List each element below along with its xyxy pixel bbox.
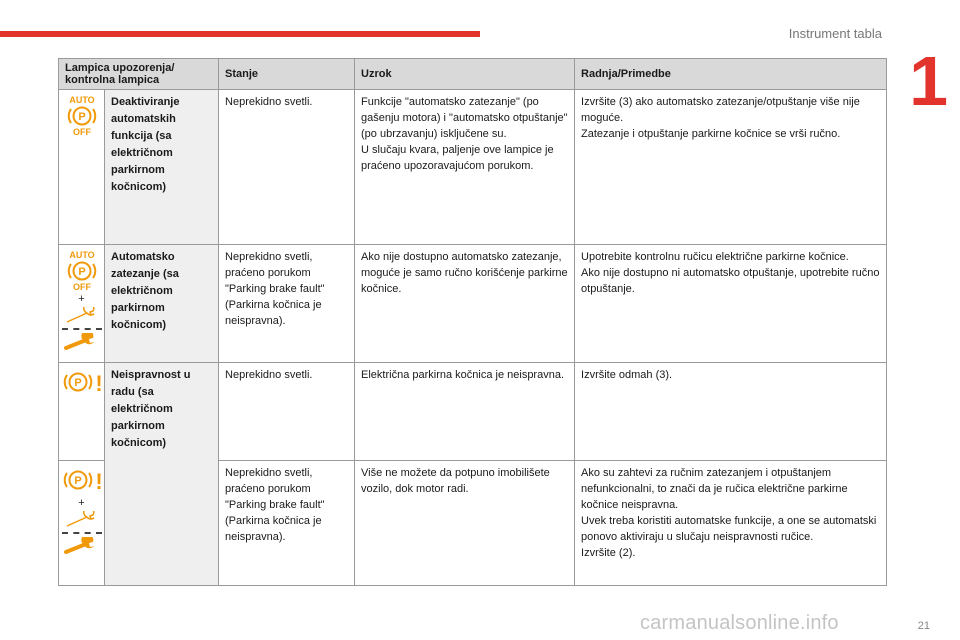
column-header-cause: Uzrok	[355, 59, 575, 90]
state-text: Neprekidno svetli.	[219, 90, 355, 245]
icon-cell	[59, 245, 105, 363]
park-brake-fault-icon	[60, 465, 104, 495]
action-text: Ako su zahtevi za ručnim zatezanjem i otpuštanjem nefunkcionalni, to znači da je ručica električne parkirne kočnice neispravna. Uvek treba koristiti automatske funkcije, a one se automatski ponovo aktiviraju u slučaju neispravnosti ručice. Izvršite (2).	[575, 461, 887, 586]
cause-text: Ako nije dostupno automatsko zatezanje, moguće je samo ručno korišćenje parkirne kočnice.	[355, 245, 575, 363]
watermark: carmanualsonline.info	[640, 612, 839, 634]
svg-text:OFF: OFF	[72, 282, 91, 291]
wrench-solid-icon	[62, 333, 102, 351]
svg-text:P: P	[73, 377, 82, 389]
action-text: Upotrebite kontrolnu ručicu električne parkirne kočnice. Ako nije dostupno ni automatsko otpuštanje, upotrebite ručno otpuštanje.	[575, 245, 887, 363]
section-title: Instrument tabla	[788, 26, 882, 41]
lamp-name: Neispravnost u radu (sa električnom parkirnom kočnicom)	[105, 363, 219, 586]
park-brake-fault-icon	[60, 367, 104, 397]
dashed-divider	[62, 532, 102, 534]
auto-park-brake-off-icon	[63, 249, 101, 291]
plus-sign: +	[78, 293, 85, 305]
state-text: Neprekidno svetli, praćeno porukom "Parking brake fault" (Parkirna kočnica je neispravna).	[219, 461, 355, 586]
table-row	[59, 90, 887, 245]
cause-text: Funkcije "automatsko zatezanje" (po gašenju motora) i "automatsko otpuštanje" (po ubrzavanju) isključene su. U slučaju kvara, paljenje ove lampice je praćeno upozoravajućom porukom.	[355, 90, 575, 245]
action-text: Izvršite (3) ako automatsko zatezanje/otpuštanje više nije moguće. Zatezanje i otpuštanje parkirne kočnice se vrši ručno.	[575, 90, 887, 245]
svg-text:!: !	[94, 469, 103, 494]
state-text: Neprekidno svetli.	[219, 363, 355, 461]
table-row	[59, 245, 887, 363]
column-header-lamp: Lampica upozorenja/ kontrolna lampica	[59, 59, 219, 90]
lamp-name: Automatsko zatezanje (sa električnom parkirnom kočnicom)	[105, 245, 219, 363]
wrench-outline-icon	[62, 511, 102, 529]
svg-text:OFF: OFF	[72, 127, 91, 136]
warning-lamp-table	[58, 58, 887, 586]
svg-text:P: P	[73, 475, 82, 487]
action-text: Izvršite odmah (3).	[575, 363, 887, 461]
auto-park-brake-off-icon	[63, 94, 101, 136]
icon-cell	[59, 461, 105, 586]
svg-text:AUTO: AUTO	[68, 95, 95, 105]
lamp-name: Deaktiviranje automatskih funkcija (sa električnom parkirnom kočnicom)	[105, 90, 219, 245]
svg-text:P: P	[77, 266, 86, 278]
state-text: Neprekidno svetli, praćeno porukom "Parking brake fault" (Parkirna kočnica je neispravna).	[219, 245, 355, 363]
svg-text:AUTO: AUTO	[68, 250, 95, 260]
wrench-solid-icon	[62, 537, 102, 555]
table-header-row	[59, 59, 887, 90]
page-number: 21	[917, 620, 930, 632]
plus-sign: +	[78, 497, 85, 509]
icon-cell	[59, 363, 105, 461]
column-header-state: Stanje	[219, 59, 355, 90]
cause-text: Više ne možete da potpuno imobilišete vozilo, dok motor radi.	[355, 461, 575, 586]
cause-text: Električna parkirna kočnica je neispravna.	[355, 363, 575, 461]
icon-cell	[59, 90, 105, 245]
dashed-divider	[62, 328, 102, 330]
table-row	[59, 363, 887, 461]
column-header-action: Radnja/Primedbe	[575, 59, 887, 90]
wrench-outline-icon	[62, 307, 102, 325]
chapter-number: 1	[909, 42, 948, 120]
svg-text:!: !	[94, 371, 103, 396]
top-accent-bar	[0, 31, 480, 37]
svg-text:P: P	[77, 111, 86, 123]
